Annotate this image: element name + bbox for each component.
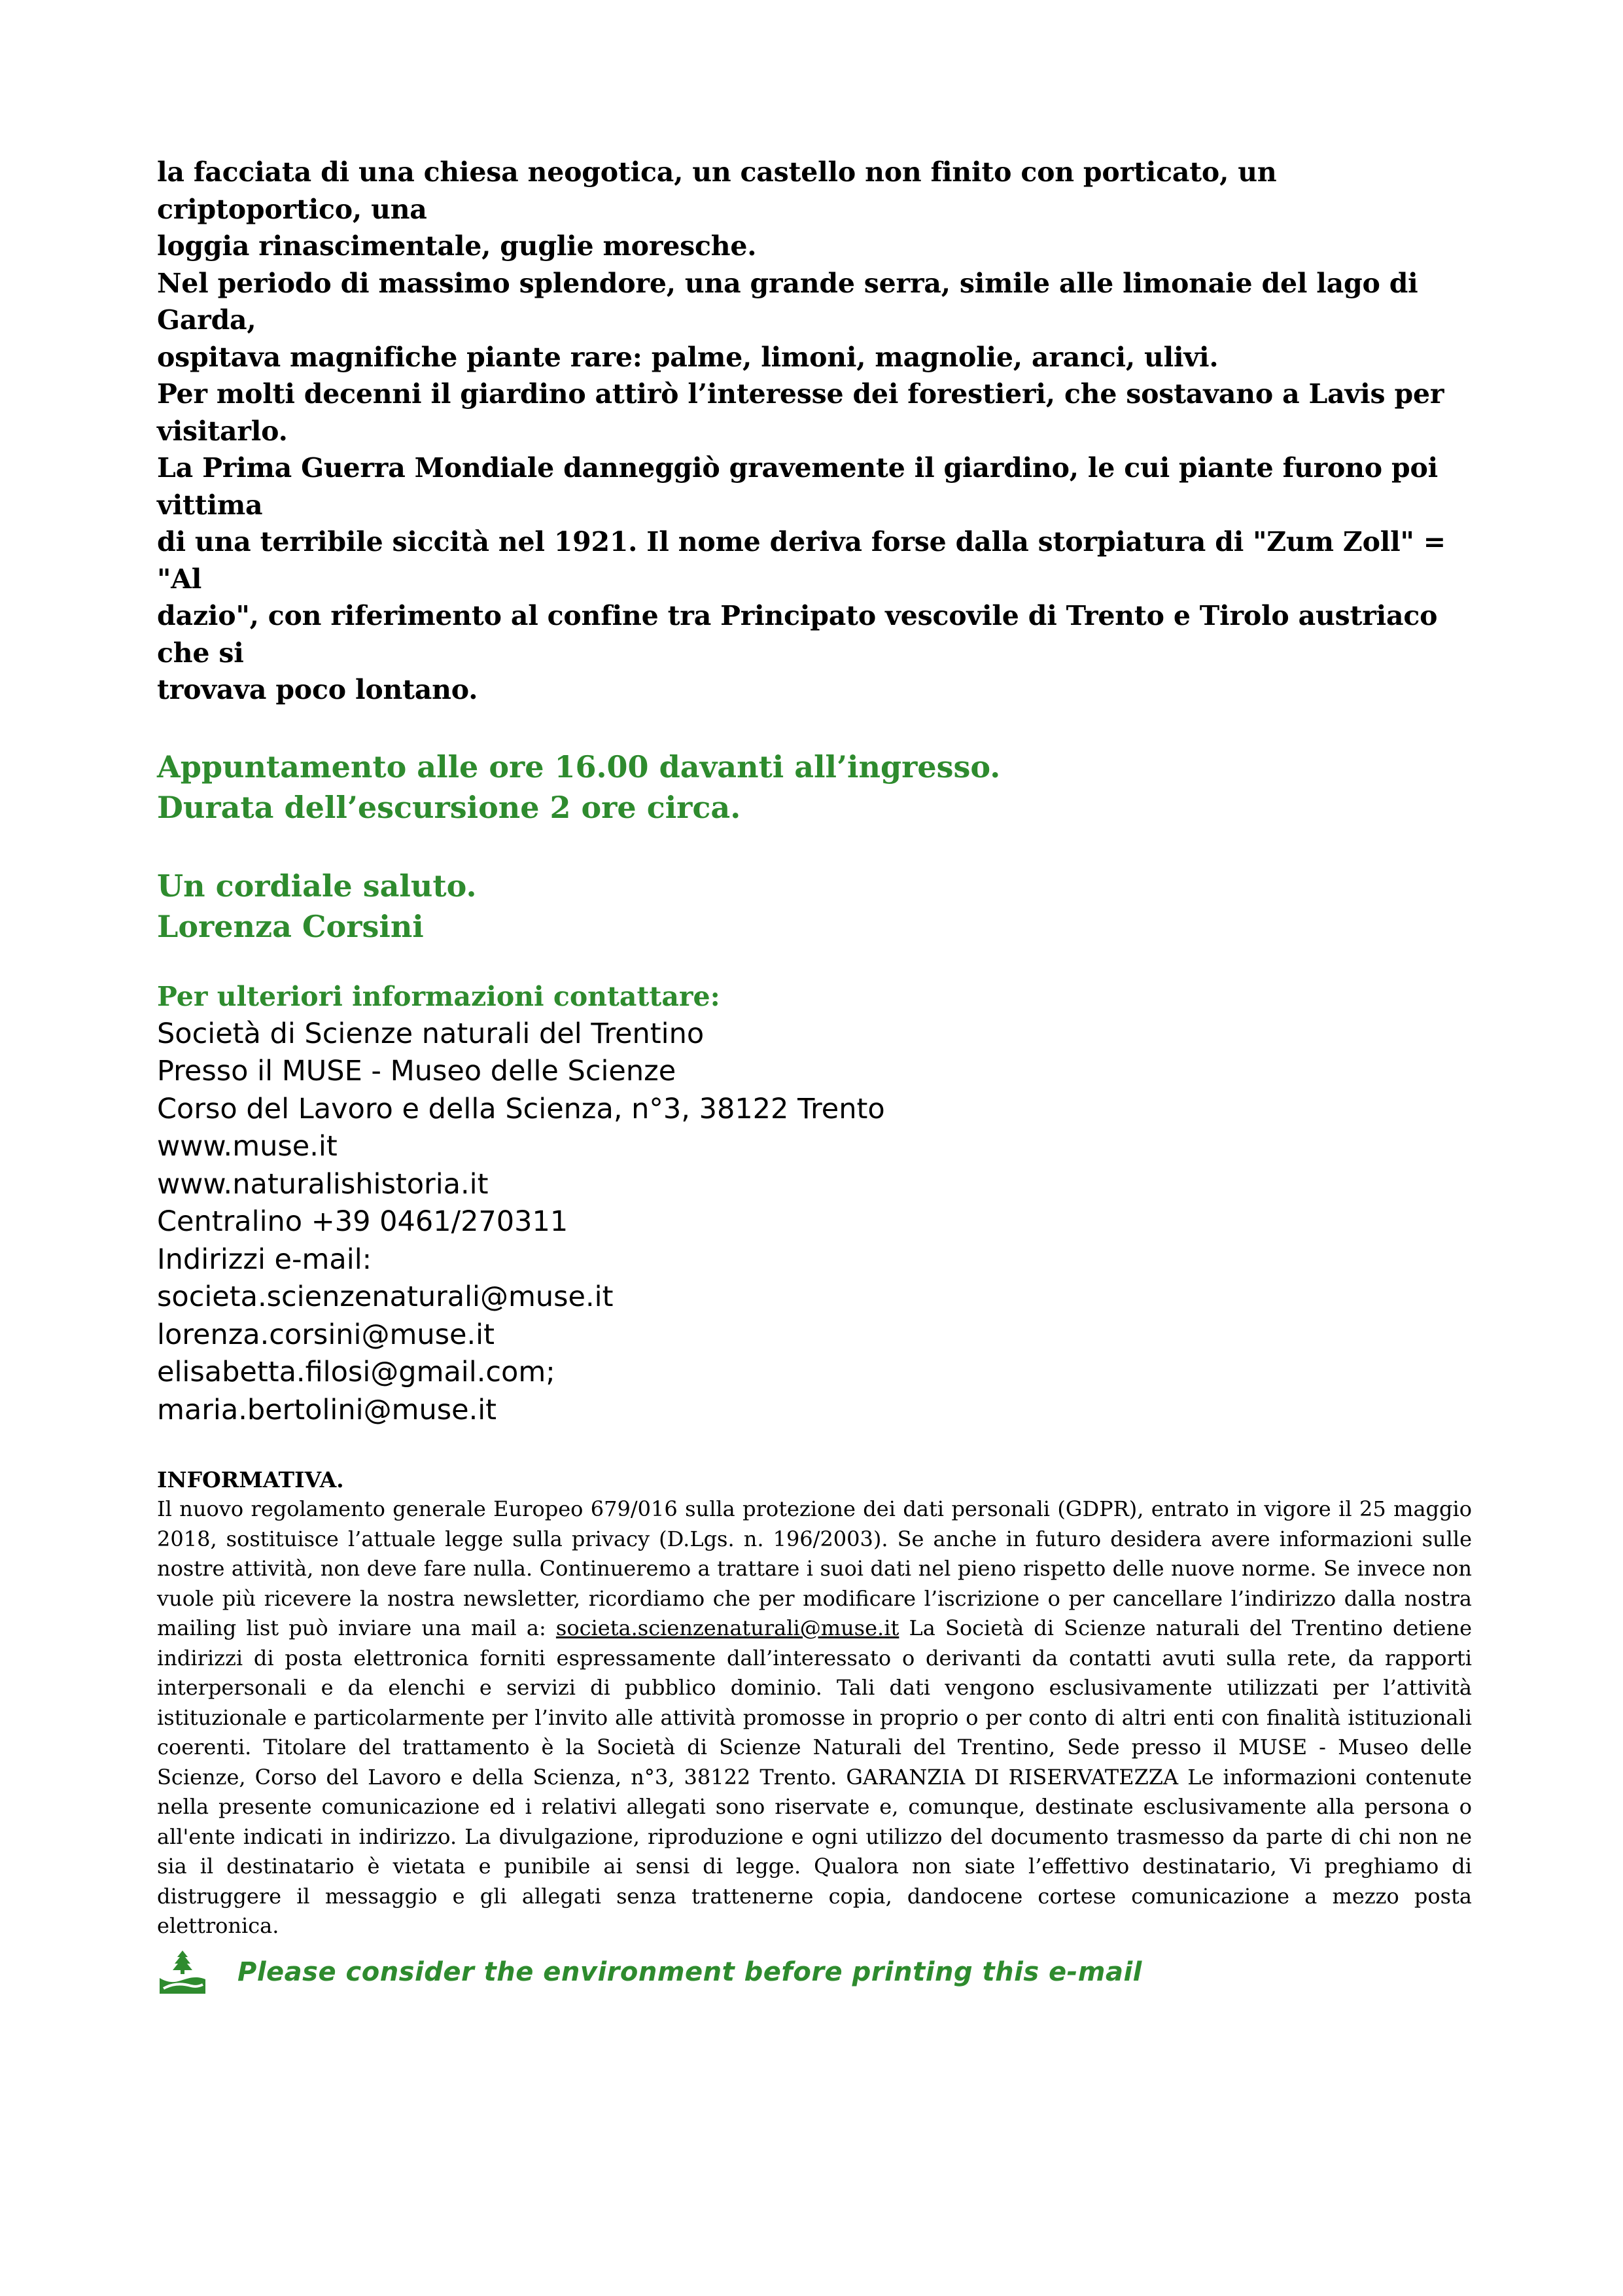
contact-organization: Società di Scienze naturali del Trentino xyxy=(157,1017,705,1050)
intro-line: dazio", con riferimento al confine tra Principato vescovile di Trento e Tirolo austriaco che si xyxy=(157,600,1438,669)
notice-heading: INFORMATIVA. xyxy=(157,1467,344,1492)
contact-heading: Per ulteriori informazioni contattare: xyxy=(157,980,720,1012)
intro-line: La Prima Guerra Mondiale danneggiò gravemente il giardino, le cui piante furono poi vittima xyxy=(157,452,1438,521)
contact-block xyxy=(157,978,1472,1430)
environment-message: Please consider the environment before printing this e-mail xyxy=(237,1956,1142,1987)
privacy-notice xyxy=(157,1465,1472,1941)
intro-line: Nel periodo di massimo splendore, una grande serra, simile alle limonaie del lago di Garda, xyxy=(157,267,1418,336)
email-link[interactable]: maria.bertolini@muse.it xyxy=(157,1393,497,1426)
appointment-time: Appuntamento alle ore 16.00 davanti all’ingresso. xyxy=(157,749,1001,785)
email-link[interactable]: lorenza.corsini@muse.it xyxy=(157,1318,495,1351)
contact-lines xyxy=(157,1016,1472,1430)
intro-line: la facciata di una chiesa neogotica, un castello non finito con porticato, un criptoportico, una xyxy=(157,156,1277,225)
tree-landscape-icon xyxy=(157,1949,208,1995)
intro-line: loggia rinascimentale, guglie moresche. xyxy=(157,230,757,262)
contact-location: Presso il MUSE - Museo delle Scienze xyxy=(157,1055,676,1087)
document-page xyxy=(157,154,1472,1995)
intro-line: di una terribile siccità nel 1921. Il nome deriva forse dalla storpiatura di "Zum Zoll" = "Al xyxy=(157,526,1446,595)
notice-email-link[interactable]: societa.scienzenaturali@muse.it xyxy=(555,1616,899,1640)
intro-line: ospitava magnifiche piante rare: palme, limoni, magnolie, aranci, ulivi. xyxy=(157,341,1219,373)
contact-phone: Centralino +39 0461/270311 xyxy=(157,1205,568,1238)
greeting-block xyxy=(157,866,1472,947)
salutation: Un cordiale saluto. xyxy=(157,868,477,904)
email-link[interactable]: elisabetta.filosi@gmail.com; xyxy=(157,1356,555,1388)
email-label: Indirizzi e-mail: xyxy=(157,1243,372,1276)
appointment-block xyxy=(157,747,1472,828)
excursion-duration: Durata dell’escursione 2 ore circa. xyxy=(157,789,741,825)
intro-paragraph xyxy=(157,154,1472,709)
website-link-muse[interactable]: www.muse.it xyxy=(157,1130,338,1163)
signature: Lorenza Corsini xyxy=(157,908,424,944)
email-link[interactable]: societa.scienzenaturali@muse.it xyxy=(157,1280,614,1313)
intro-line: Per molti decenni il giardino attirò l’interesse dei forestieri, che sostavano a Lavis per visitarlo. xyxy=(157,378,1444,447)
notice-body xyxy=(157,1494,1472,1941)
website-link-naturalishistoria[interactable]: www.naturalishistoria.it xyxy=(157,1167,489,1201)
notice-text: La Società di Scienze naturali del Trentino detiene indirizzi di posta elettronica forniti espressamente dall’interessato o derivanti da contatti avuti sulla rete, da rapporti interpersonali e da elenchi e servizi di pubblico dominio. Tali dati vengono esclusivamente utilizzati per l’attività istituzionale e particolarmente per l’invito alle attività promosse in proprio o per conto di altri enti con finalità istituzionali coerenti. Titolare del trattamento è la Società di Scienze Naturali del Trentino, Sede presso il MUSE - Museo delle Scienze, Corso del Lavoro e della Scienza, n°3, 38122 Trento. GARANZIA DI RISERVATEZZA Le informazioni contenute nella presente comunicazione ed i relativi allegati sono riservate e, comunque, destinate esclusivamente alla persona o all'ente indicati in indirizzo. La divulgazione, riproduzione e ogni utilizzo del documento trasmesso da parte di chi non ne sia il destinatario è vietata e punibile ai sensi di legge. Qualora non siate l’effettivo destinatario, Vi preghiamo di distruggere il messaggio e gli allegati senza trattenerne copia, dandocene cortese comunicazione a mezzo posta elettronica. xyxy=(157,1616,1473,1938)
notice-text: Il nuovo regolamento generale Europeo 679/016 sulla protezione dei dati personali (GDPR), entrato in vigore il 25 maggio 2018, sostituisce l’attuale legge sulla privacy (D.Lgs. n. 196/2003). Se anche in futuro desidera avere informazioni sulle nostre attività, non deve fare nulla. Continueremo a trattare i suoi dati nel pieno rispetto delle nuove norme. Se invece non vuole più ricevere la nostra newsletter, ricordiamo che per modificare l’iscrizione o per cancellare l’indirizzo dalla nostra mailing list può inviare una mail a: xyxy=(157,1496,1472,1640)
contact-address: Corso del Lavoro e della Scienza, n°3, 38122 Trento xyxy=(157,1092,885,1125)
environment-footer xyxy=(157,1949,1472,1995)
intro-line: trovava poco lontano. xyxy=(157,674,478,705)
